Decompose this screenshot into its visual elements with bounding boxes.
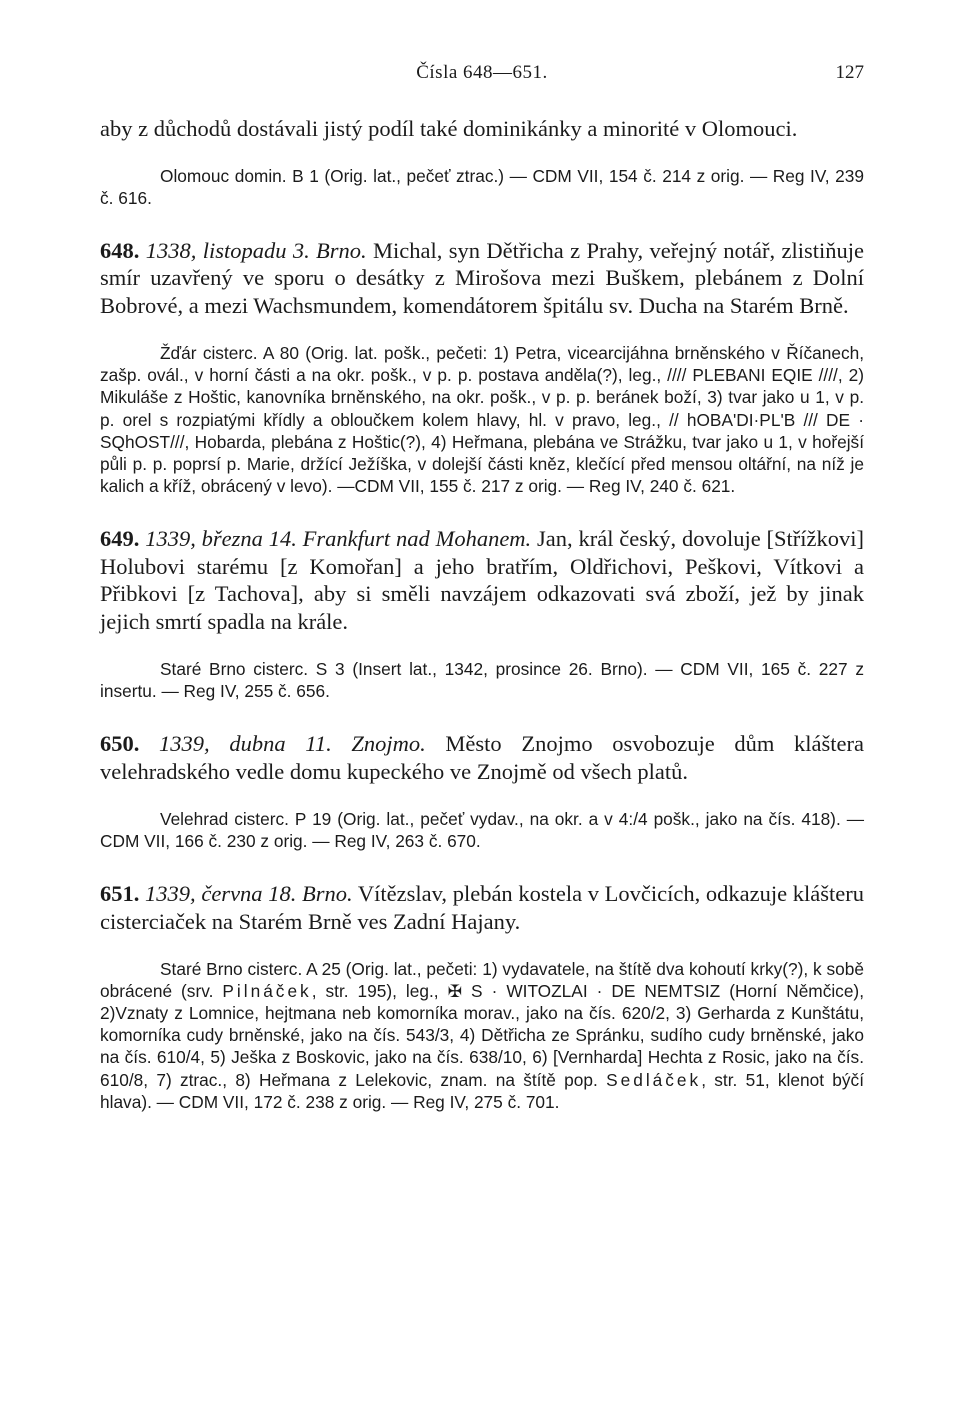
running-head	[100, 62, 864, 92]
entry-651	[100, 880, 864, 1113]
entry-body	[100, 525, 864, 635]
entry-number: 648.	[100, 237, 140, 263]
entry-date: 1339, června 18. Brno.	[145, 881, 353, 907]
entry-648	[100, 237, 864, 497]
entry-body	[100, 880, 864, 935]
entry-date: 1339, března 14. Frankfurt nad Mohanem.	[145, 526, 532, 552]
entry-body	[100, 237, 864, 320]
entry-number: 649.	[100, 526, 140, 552]
entry-text: Vítězslav, plebán kostela v Lovčicích, odkazuje klášteru cisterciaček na Starém Brně ves Zadní Hajany.	[100, 881, 865, 934]
entry-649	[100, 525, 864, 702]
entry-text: Michal, syn Dětřicha z Prahy, veřejný notář, zlistiňuje smír uzavřený ve sporu o desátky z Mirošova mezi Buškem, plebánem z Dolní Bobrové, a mezi Wachsmundem, komendátorem špitálu sv. Ducha na Starém Brně.	[100, 237, 865, 318]
entry-date: 1338, listopadu 3. Brno.	[145, 237, 367, 263]
page-number: 127	[835, 62, 864, 83]
note-segment: Staré Brno cisterc. A 25 (Orig. lat., pečeti: 1) vydavatele, na štítě dva kohoutí krky(?), k sobě obrácené (srv.	[100, 958, 864, 1001]
entry-text: Město Znojmo osvobozuje dům kláštera velehradského vedle domu kupeckého ve Znojmě od všech platů.	[100, 731, 865, 784]
continuation-text: aby z důchodů dostávali jistý podíl také dominikánky a minorité v Olomouci.	[100, 115, 798, 141]
entry-note: Velehrad cisterc. P 19 (Orig. lat., pečeť vydav., na okr. a v 4:/4 pošk., jako na čís. 418). — CDM VII, 166 č. 230 z orig. — Reg IV, 263 č. 670.	[100, 808, 864, 851]
entry-note	[100, 958, 864, 1113]
entry-650	[100, 730, 864, 852]
entry-number: 650.	[100, 731, 140, 757]
entry-text: Jan, král český, dovoluje [Střížkovi] Holubovi starému [z Komořan] a jeho bratřím, Oldřichovi, Peškovi, Vítkovi a Přibkovi [z Tachova], aby si směli navzájem odkazovati svá zboží, jež by jinak jejich smrtí spadla na krále.	[100, 526, 864, 634]
continuation-block	[100, 115, 864, 209]
entry-note: Staré Brno cisterc. S 3 (Insert lat., 1342, prosince 26. Brno). — CDM VII, 165 č. 227 z insertu. — Reg IV, 255 č. 656.	[100, 658, 864, 702]
note-author-sedlacek: Sedláček	[606, 1069, 702, 1090]
entry-note: Žďár cisterc. A 80 (Orig. lat. pošk., pečeti: 1) Petra, vicearcijáhna brněnského v Říčanech, zašp. ovál., v horní části a na okr. pošk., v p. p. postava anděla(?), leg., //// PLEBANI EQIE ////, 2) Mikuláše z Hoštic, kanovníka brněnského, na okr. pošk., v p. p. beránek boží, 3) tvar jako u 1, v p. p. orel s rozpiatými křídly a obloučkem kolem hlavy, hl. v pravo, leg., // hOBA'DI·PL'B /// DE · SQhOST///, Hobarda, plebána z Hoštic(?), 4) Heřmana, plebána ve Strážku, tvar jako u 1, v hořejší půli p. p. poprsí p. Marie, držící Ježíška, v dolejší části kněz, klečící před mensou oltářní, na níž je kalich a kříž, obrácený v levo). —CDM VII, 155 č. 217 z orig. — Reg IV, 240 č. 621.	[100, 342, 864, 497]
note-author-pilnacek: Pilnáček	[222, 980, 312, 1001]
continuation-note: Olomouc domin. B 1 (Orig. lat., pečeť ztrac.) — CDM VII, 154 č. 214 z orig. — Reg IV, 239 č. 616.	[100, 165, 864, 208]
entry-date: 1339, dubna 11. Znojmo.	[159, 731, 426, 757]
running-head-title: Čísla 648—651.	[416, 62, 548, 83]
note-segment: , str. 195), leg., ✠ S · WITOZLAI · DE NEMTSIZ (Horní Němčice), 2)Vznaty z Lomnice, hejtmana neb komorníka morav., jako na čís. 620/2, 3) Gerharda z Kunštátu, komorníka cudy brněnské, jako na čís. 543/3, 4) Dětřicha ze Spránku, sudího cudy brněnské, jako na čís. 610/4, 5) Ješka z Boskovic, jako na čís. 638/10, 6) [Vernharda] Hechta z Rosic, jako na čís. 610/8, 7) ztrac., 8) Heřmana z Lelekovic, znam. na štítě pop.	[100, 980, 864, 1090]
note-segment: , str. 51, klenot býčí hlava). — CDM VII, 172 č. 238 z orig. — Reg IV, 275 č. 701.	[100, 1069, 864, 1112]
entry-number: 651.	[100, 881, 140, 907]
entry-body	[100, 730, 864, 785]
